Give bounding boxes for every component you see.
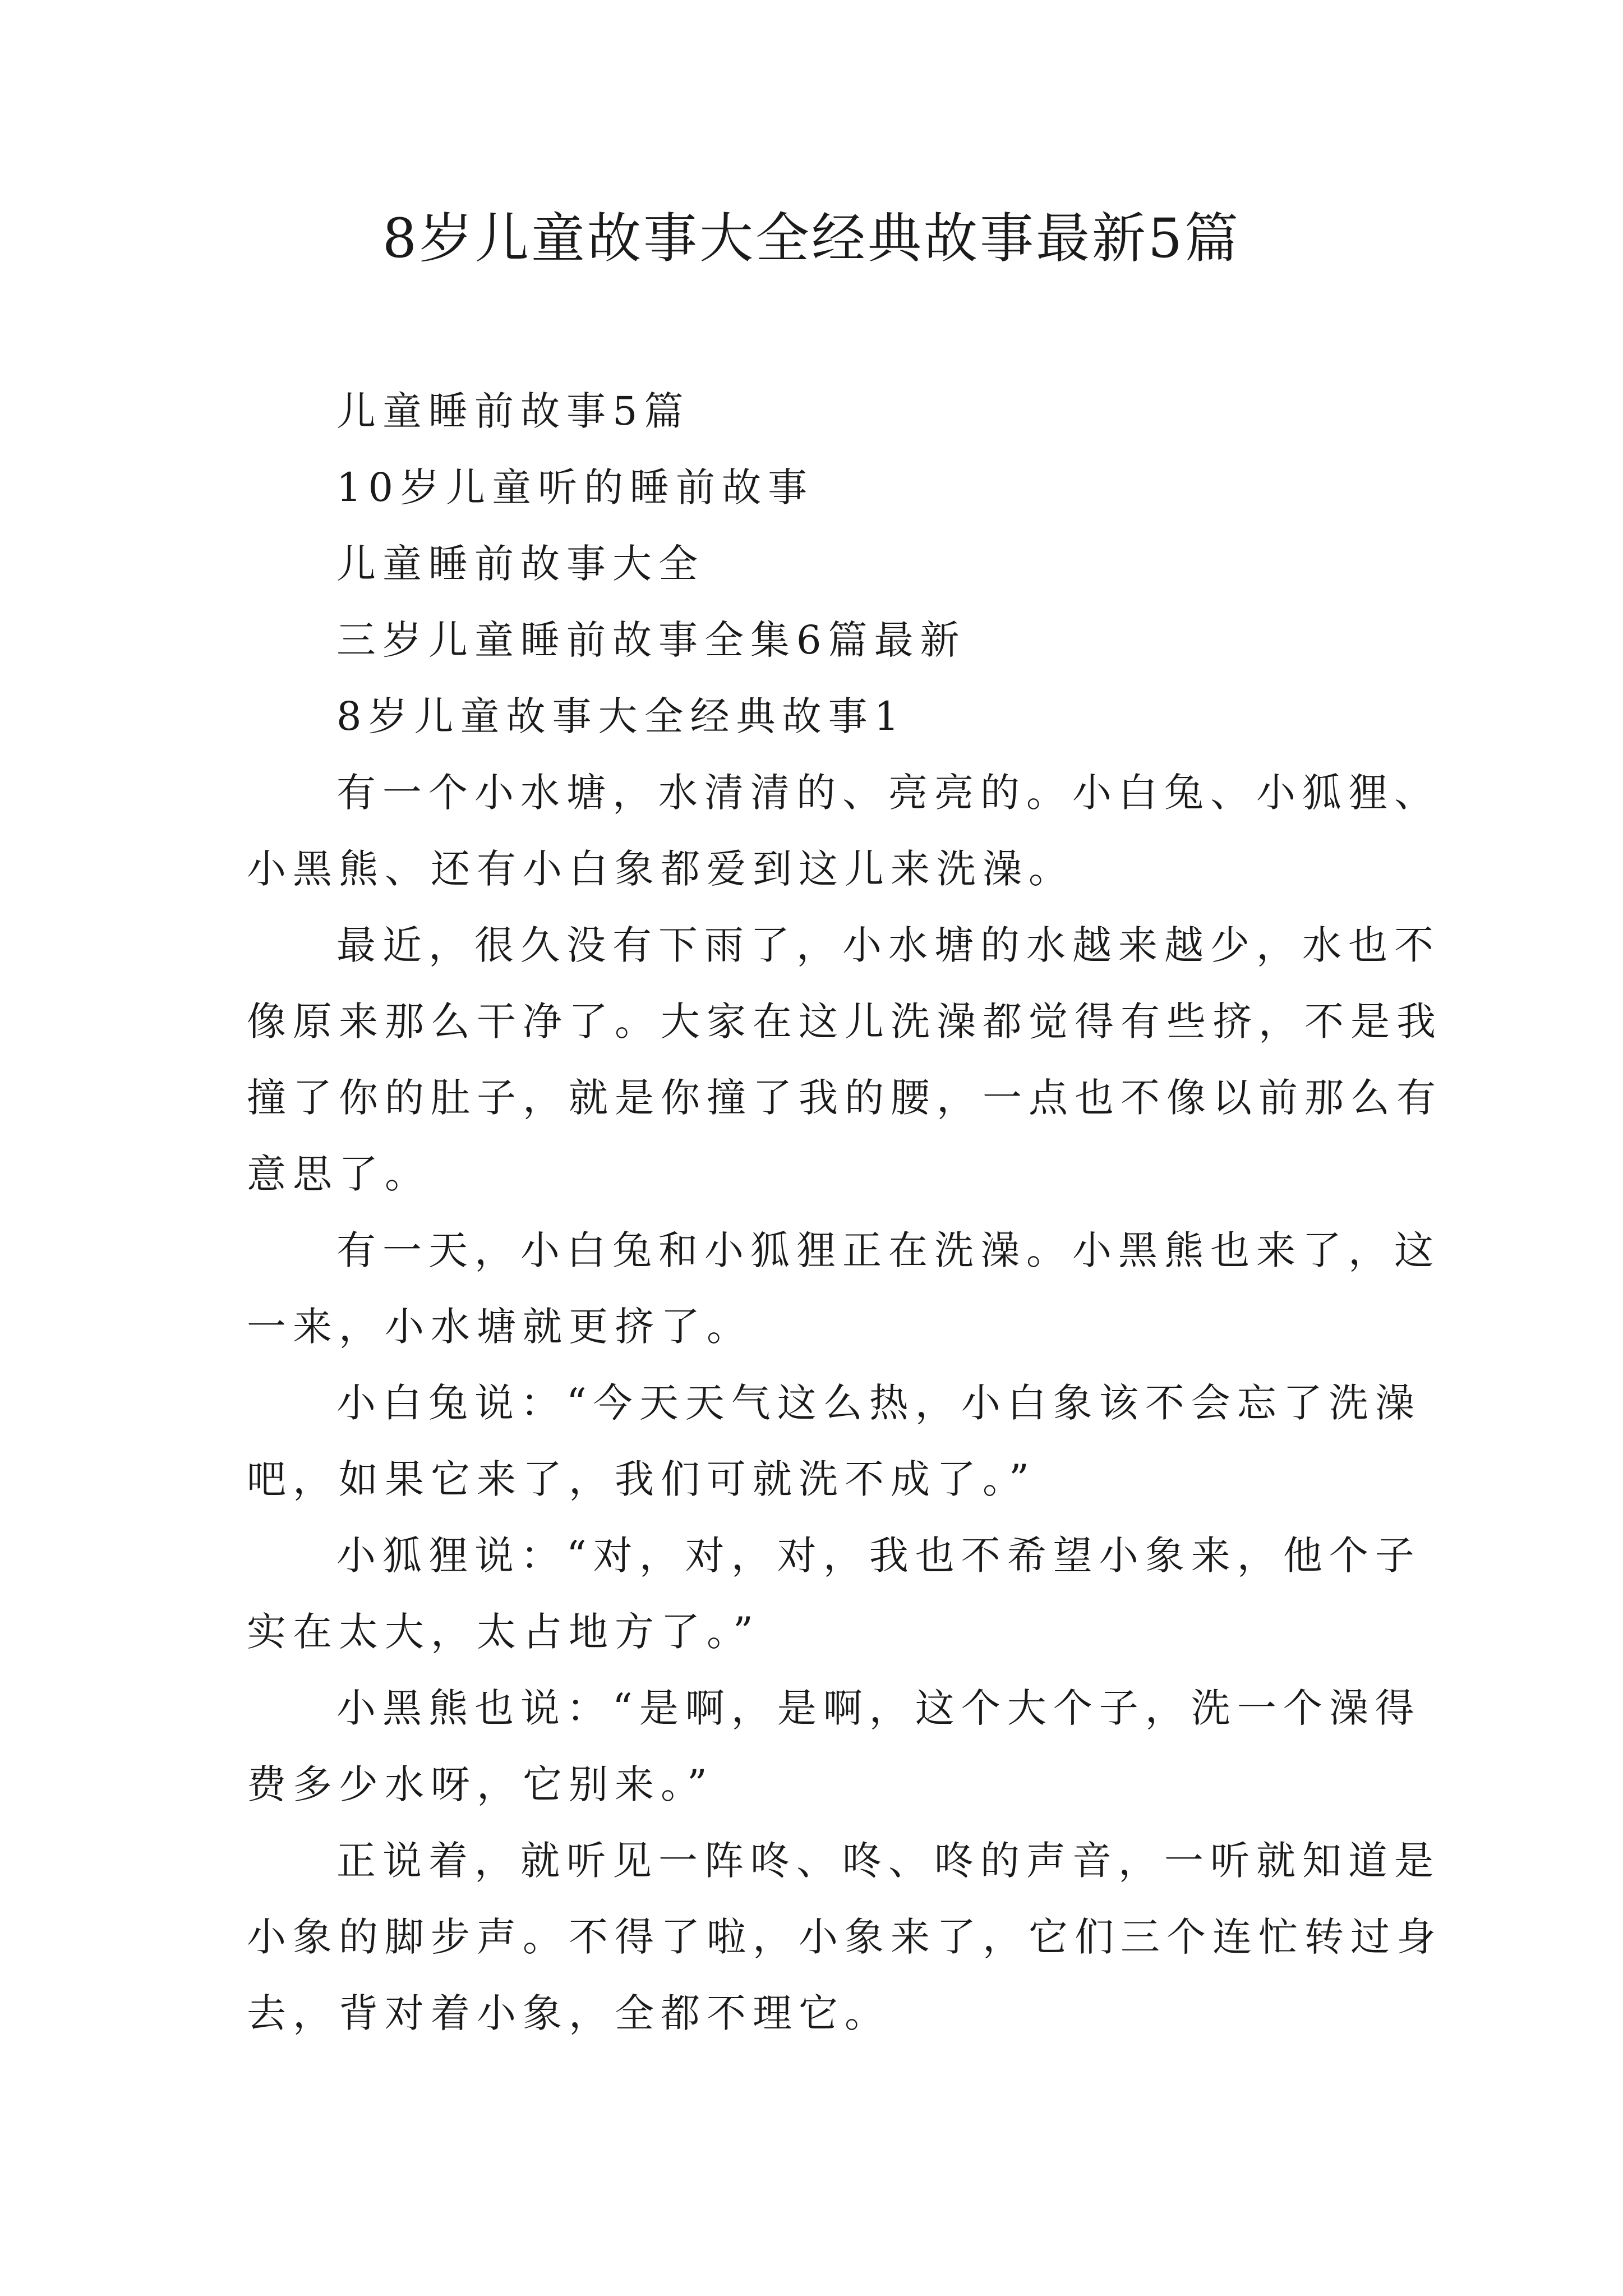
paragraph-line: 有一个小水塘，水清清的、亮亮的。小白兔、小狐狸、 xyxy=(336,770,1440,816)
paragraph xyxy=(247,1517,1421,1670)
toc-item: 三岁儿童睡前故事全集6篇最新 xyxy=(336,617,966,663)
paragraph-line: 最近，很久没有下雨了，小水塘的水越来越少，水也不 xyxy=(336,922,1440,968)
paragraph-line: 小狐狸说：“对，对，对，我也不希望小象来，他个子 xyxy=(336,1533,1421,1579)
document-title: 8岁儿童故事大全经典故事最新5篇 xyxy=(382,207,1241,270)
paragraph xyxy=(247,1212,1440,1365)
toc-item: 儿童睡前故事5篇 xyxy=(336,388,690,434)
document-body xyxy=(247,373,1442,2051)
paragraph-line: 像原来那么干净了。大家在这儿洗澡都觉得有些挤，不是我 xyxy=(247,999,1442,1045)
toc-item: 8岁儿童故事大全经典故事1 xyxy=(336,693,906,739)
paragraph xyxy=(247,1365,1421,1517)
paragraph xyxy=(247,1670,1421,1823)
toc-item: 10岁儿童听的睡前故事 xyxy=(336,464,814,510)
paragraph xyxy=(247,907,1442,1212)
paragraph-line: 小象的脚步声。不得了啦，小象来了，它们三个连忙转过身 xyxy=(247,1914,1442,1960)
paragraph xyxy=(247,754,1440,907)
paragraph-line: 有一天，小白兔和小狐狸正在洗澡。小黑熊也来了，这 xyxy=(336,1227,1440,1273)
paragraph-line: 费多少水呀，它别来。” xyxy=(247,1761,714,1807)
paragraph-line: 实在太大，太占地方了。” xyxy=(247,1609,760,1655)
paragraph-line: 小黑熊也说：“是啊，是啊，这个大个子，洗一个澡得 xyxy=(336,1685,1421,1731)
toc-item: 儿童睡前故事大全 xyxy=(336,541,704,587)
paragraph-line: 意思了。 xyxy=(247,1151,431,1197)
paragraph-line: 正说着，就听见一阵咚、咚、咚的声音，一听就知道是 xyxy=(336,1838,1440,1884)
paragraph-line: 小黑熊、还有小白象都爱到这儿来洗澡。 xyxy=(247,846,1075,892)
paragraph-line: 小白兔说：“今天天气这么热，小白象该不会忘了洗澡 xyxy=(336,1380,1421,1426)
paragraph-line: 一来，小水塘就更挤了。 xyxy=(247,1304,753,1350)
paragraph xyxy=(247,1823,1442,2051)
paragraph-line: 撞了你的肚子，就是你撞了我的腰，一点也不像以前那么有 xyxy=(247,1075,1442,1121)
paragraph-line: 吧，如果它来了，我们可就洗不成了。” xyxy=(247,1456,1036,1502)
paragraph-line: 去，背对着小象，全都不理它。 xyxy=(247,1990,891,2036)
